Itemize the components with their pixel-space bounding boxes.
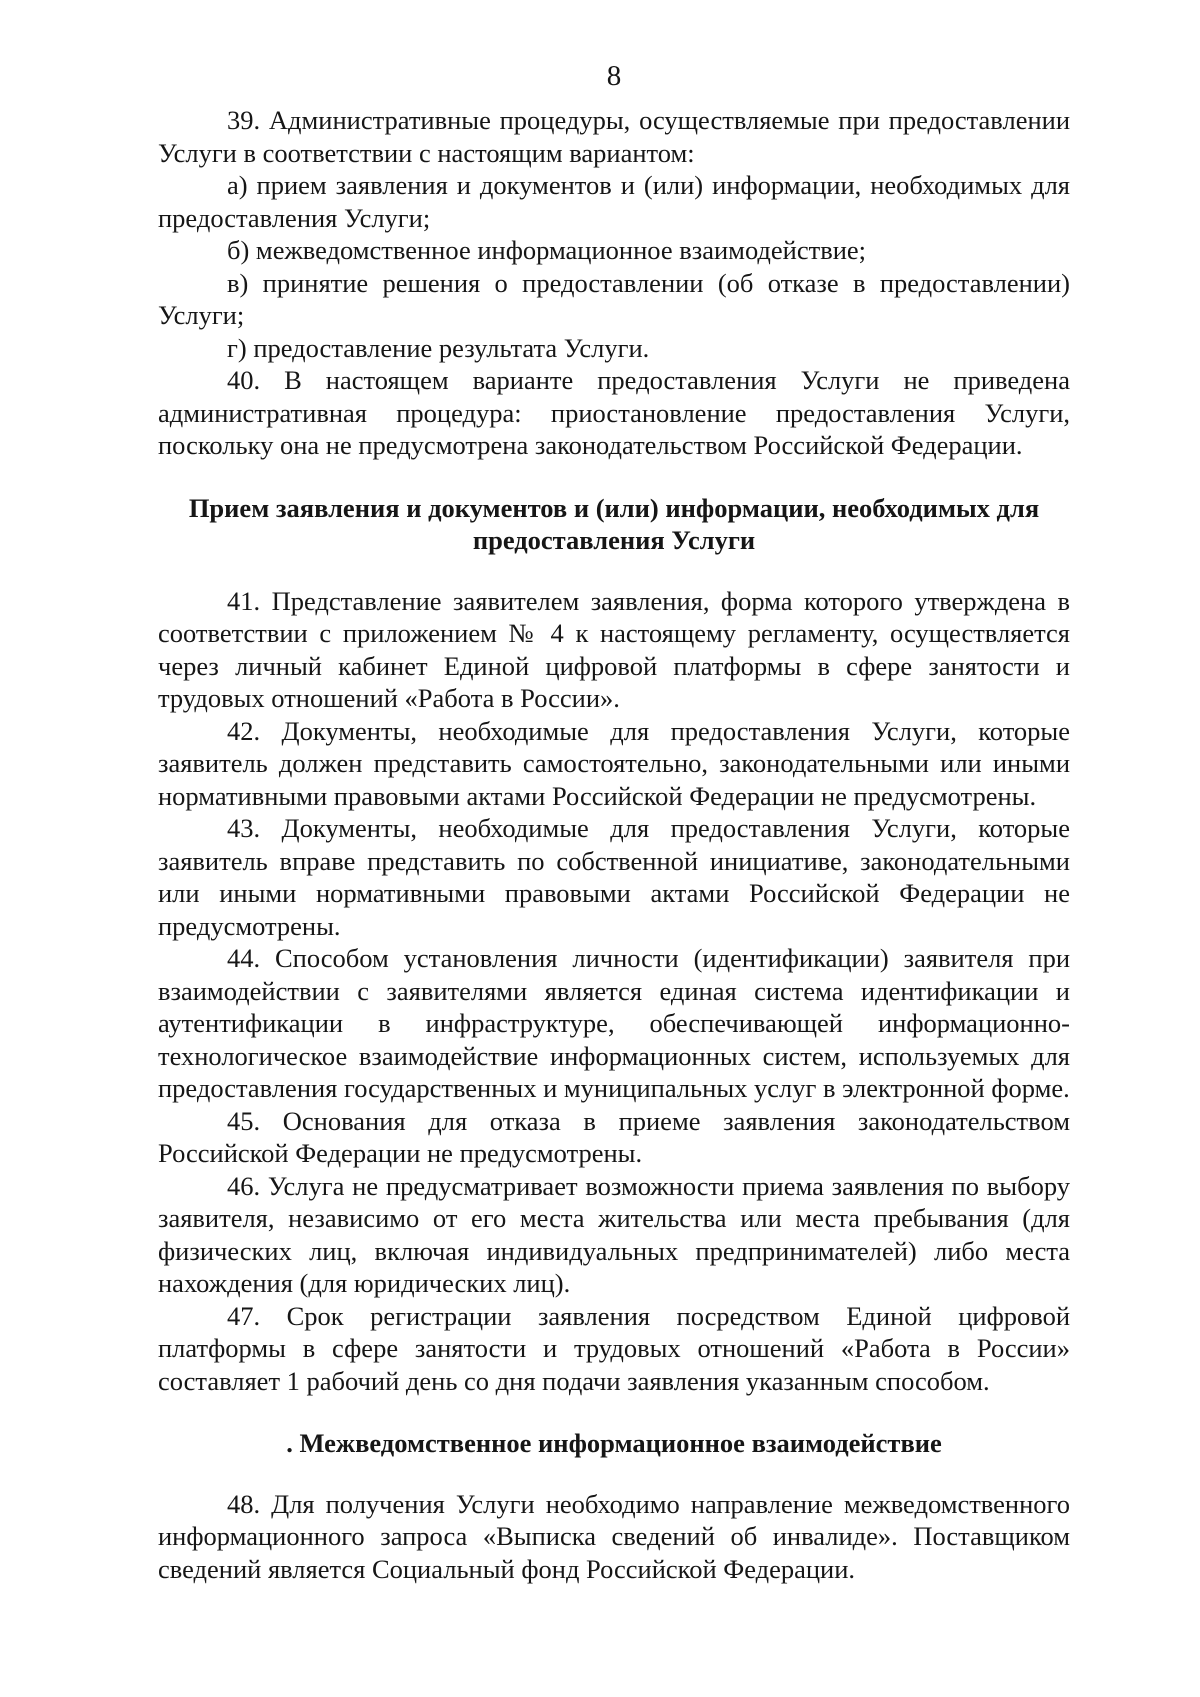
list-item-a: а) прием заявления и документов и (или) информации, необходимых для предоставления Услуги;	[158, 170, 1070, 233]
paragraph-44: 44. Способом установления личности (идентификации) заявителя при взаимодействии с заявителями является единая система идентификации и аутентификации в инфраструктуре, обеспечивающей информационно-технологическое взаимодействие информационных систем, используемых для предоставления государственных и муниципальных услуг в электронной форме.	[158, 943, 1070, 1103]
paragraph-45: 45. Основания для отказа в приеме заявления законодательством Российской Федерации не предусмотрены.	[158, 1105, 1070, 1168]
page-number: 8	[606, 60, 622, 92]
list-item-b: б) межведомственное информационное взаимодействие;	[227, 235, 867, 265]
paragraph-42: 42. Документы, необходимые для предоставления Услуги, которые заявитель должен представить самостоятельно, законодательными или иными нормативными правовыми актами Российской Федерации не предусмотрены.	[158, 715, 1070, 811]
section-heading-interagency-interaction: . Межведомственное информационное взаимодействие	[286, 1428, 942, 1458]
paragraph-40: 40. В настоящем варианте предоставления Услуги не приведена административная процедура: приостановление предоставления Услуги, поскольку она не предусмотрена законодательством Российской Федерации.	[158, 365, 1070, 460]
paragraph-39: 39. Административные процедуры, осуществляемые при предоставлении Услуги в соответствии с настоящим вариантом:	[158, 105, 1070, 168]
paragraph-46: 46. Услуга не предусматривает возможности приема заявления по выбору заявителя, независимо от его места жительства или места пребывания (для физических лиц, включая индивидуальных предпринимателей) либо места нахождения (для юридических лиц).	[158, 1170, 1070, 1298]
list-item-g: г) предоставление результата Услуги.	[227, 332, 650, 363]
section-heading-application-intake: Прием заявления и документов и (или) информации, необходимых для предоставления Услуги	[188, 492, 1040, 555]
paragraph-47: 47. Срок регистрации заявления посредством Единой цифровой платформы в сфере занятости и трудовых отношений «Работа в России» составляет 1 рабочий день со дня подачи заявления указанным способом.	[158, 1300, 1070, 1396]
paragraph-48: 48. Для получения Услуги необходимо направление межведомственного информационного запроса «Выписка сведений об инвалиде». Поставщиком сведений является Социальный фонд Российской Федерации.	[158, 1488, 1070, 1584]
paragraph-43: 43. Документы, необходимые для предоставления Услуги, которые заявитель вправе представить по собственной инициативе, законодательными или иными нормативными правовыми актами Российской Федерации не предусмотрены.	[158, 813, 1070, 941]
list-item-v: в) принятие решения о предоставлении (об отказе в предоставлении) Услуги;	[158, 267, 1070, 330]
document-page	[158, 58, 1070, 1658]
paragraph-41: 41. Представление заявителем заявления, форма которого утверждена в соответствии с приложением № 4 к настоящему регламенту, осуществляется через личный кабинет Единой цифровой платформы в сфере занятости и трудовых отношений «Работа в России».	[158, 585, 1070, 713]
